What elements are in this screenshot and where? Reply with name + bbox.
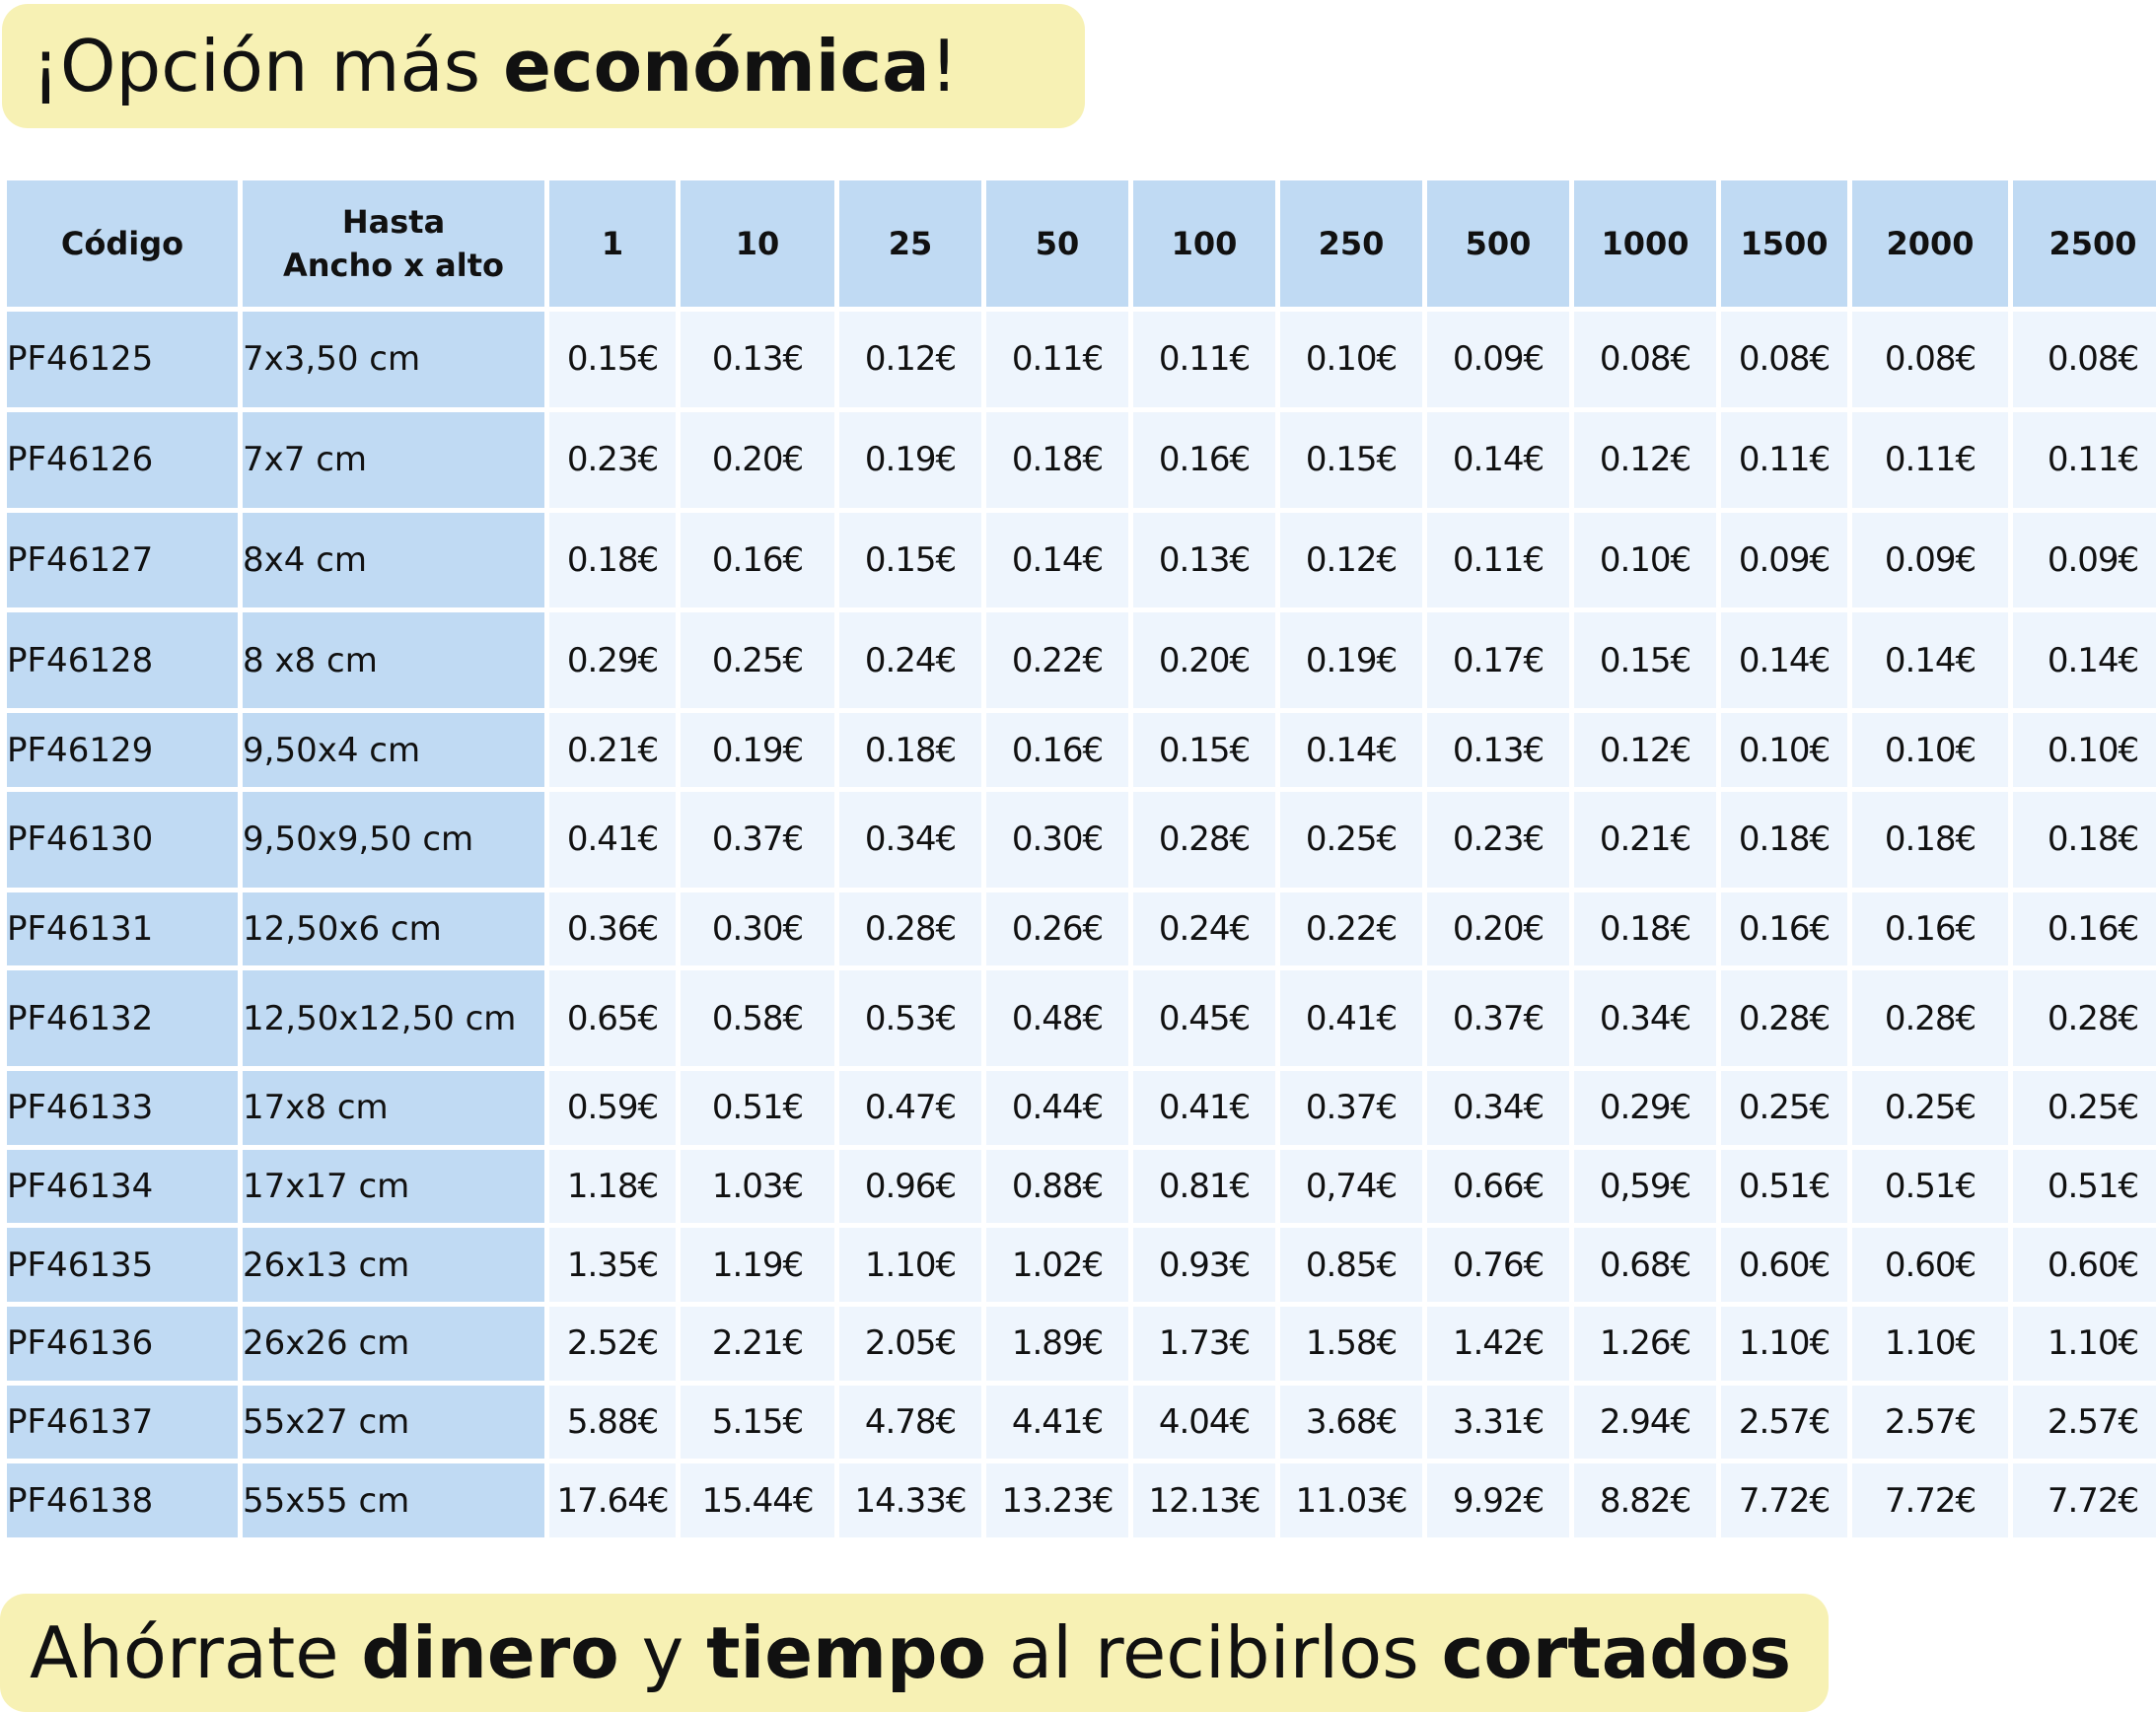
- price-cell: 7.72€: [1852, 1463, 2008, 1537]
- price-cell: 0.24€: [839, 612, 981, 708]
- price-cell: 0.60€: [2013, 1228, 2156, 1302]
- price-cell: 0.34€: [1427, 1071, 1569, 1145]
- price-cell: 0.20€: [1427, 892, 1569, 966]
- table-row: [7, 1386, 2156, 1460]
- price-cell: 0.24€: [1133, 892, 1275, 966]
- price-cell: 1.10€: [2013, 1307, 2156, 1381]
- price-cell: 0.15€: [839, 513, 981, 608]
- price-cell: 3.31€: [1427, 1386, 1569, 1460]
- price-cell: 0.18€: [1574, 892, 1716, 966]
- price-cell: 1.35€: [549, 1228, 676, 1302]
- price-cell: 0.12€: [1280, 513, 1422, 608]
- price-cell: 0.14€: [1852, 612, 2008, 708]
- price-cell: 17.64€: [549, 1463, 676, 1537]
- price-cell: 0.15€: [549, 312, 676, 407]
- price-cell: 0.88€: [986, 1150, 1128, 1224]
- price-cell: 1.26€: [1574, 1307, 1716, 1381]
- product-size: 55x27 cm: [243, 1386, 544, 1460]
- price-cell: 0.96€: [839, 1150, 981, 1224]
- price-cell: 5.15€: [681, 1386, 834, 1460]
- price-cell: 0.30€: [681, 892, 834, 966]
- price-cell: 0.41€: [1133, 1071, 1275, 1145]
- price-cell: 0.51€: [1721, 1150, 1847, 1224]
- price-cell: 1.03€: [681, 1150, 834, 1224]
- price-cell: 0.18€: [1852, 792, 2008, 888]
- price-cell: 1.19€: [681, 1228, 834, 1302]
- price-cell: 0.09€: [1427, 312, 1569, 407]
- price-cell: 0.11€: [1133, 312, 1275, 407]
- price-cell: 0.11€: [1427, 513, 1569, 608]
- price-cell: 0.16€: [1721, 892, 1847, 966]
- price-cell: 11.03€: [1280, 1463, 1422, 1537]
- price-cell: 0.53€: [839, 970, 981, 1066]
- price-cell: 0.11€: [986, 312, 1128, 407]
- price-cell: 0.25€: [1852, 1071, 2008, 1145]
- table-row: [7, 892, 2156, 966]
- price-cell: 0.18€: [2013, 792, 2156, 888]
- product-code: PF46138: [7, 1463, 238, 1537]
- price-cell: 0.10€: [1574, 513, 1716, 608]
- price-cell: 0.15€: [1280, 412, 1422, 508]
- price-cell: 0.10€: [1280, 312, 1422, 407]
- product-code: PF46131: [7, 892, 238, 966]
- price-cell: 0.18€: [549, 513, 676, 608]
- price-cell: 0.34€: [1574, 970, 1716, 1066]
- price-cell: 0.08€: [1852, 312, 2008, 407]
- table-row: [7, 513, 2156, 608]
- price-cell: 0.12€: [1574, 713, 1716, 787]
- price-cell: 8.82€: [1574, 1463, 1716, 1537]
- price-cell: 0.19€: [1280, 612, 1422, 708]
- price-cell: 0.34€: [839, 792, 981, 888]
- price-cell: 0.11€: [2013, 412, 2156, 508]
- header-qty: 50: [986, 180, 1128, 307]
- price-cell: 0.16€: [2013, 892, 2156, 966]
- price-cell: 0.23€: [549, 412, 676, 508]
- product-code: PF46135: [7, 1228, 238, 1302]
- price-table: [2, 176, 2156, 1542]
- price-cell: 12.13€: [1133, 1463, 1275, 1537]
- table-row: [7, 970, 2156, 1066]
- price-cell: 0.13€: [681, 312, 834, 407]
- product-size: 9,50x4 cm: [243, 713, 544, 787]
- product-code: PF46127: [7, 513, 238, 608]
- header-size-line1: Hasta: [341, 203, 446, 241]
- price-cell: 0.60€: [1852, 1228, 2008, 1302]
- header-qty: 250: [1280, 180, 1422, 307]
- banner-bottom-bold3: cortados: [1441, 1611, 1792, 1694]
- price-cell: 0.14€: [2013, 612, 2156, 708]
- header-qty: 1: [549, 180, 676, 307]
- price-cell: 0.41€: [1280, 970, 1422, 1066]
- product-size: 7x7 cm: [243, 412, 544, 508]
- table-row: [7, 713, 2156, 787]
- price-cell: 0.68€: [1574, 1228, 1716, 1302]
- header-size: [243, 180, 544, 307]
- price-cell: 0.21€: [549, 713, 676, 787]
- price-cell: 0.12€: [1574, 412, 1716, 508]
- price-cell: 0.26€: [986, 892, 1128, 966]
- price-cell: 1.10€: [1721, 1307, 1847, 1381]
- header-qty: 1500: [1721, 180, 1847, 307]
- price-cell: 0.51€: [681, 1071, 834, 1145]
- price-cell: 0.28€: [1133, 792, 1275, 888]
- price-cell: 0.58€: [681, 970, 834, 1066]
- table-row: [7, 312, 2156, 407]
- price-cell: 0.15€: [1574, 612, 1716, 708]
- table-row: [7, 792, 2156, 888]
- price-cell: 0.47€: [839, 1071, 981, 1145]
- price-cell: 0.81€: [1133, 1150, 1275, 1224]
- price-cell: 0.37€: [1427, 970, 1569, 1066]
- price-cell: 0.08€: [1721, 312, 1847, 407]
- price-cell: 1.10€: [1852, 1307, 2008, 1381]
- price-cell: 0.16€: [681, 513, 834, 608]
- price-cell: 0.29€: [1574, 1071, 1716, 1145]
- price-cell: 2.57€: [1852, 1386, 2008, 1460]
- product-size: 17x8 cm: [243, 1071, 544, 1145]
- price-cell: 0.08€: [2013, 312, 2156, 407]
- price-cell: 0.41€: [549, 792, 676, 888]
- product-size: 12,50x12,50 cm: [243, 970, 544, 1066]
- price-cell: 0.65€: [549, 970, 676, 1066]
- product-size: 26x26 cm: [243, 1307, 544, 1381]
- price-cell: 0.16€: [1852, 892, 2008, 966]
- price-cell: 0,59€: [1574, 1150, 1716, 1224]
- price-cell: 0.51€: [2013, 1150, 2156, 1224]
- table-row: [7, 612, 2156, 708]
- banner-bottom-bold1: dinero: [361, 1611, 619, 1694]
- price-cell: 0.14€: [1427, 412, 1569, 508]
- price-cell: 0.18€: [839, 713, 981, 787]
- price-cell: 1.73€: [1133, 1307, 1275, 1381]
- price-cell: 0.66€: [1427, 1150, 1569, 1224]
- table-row: [7, 1150, 2156, 1224]
- price-cell: 13.23€: [986, 1463, 1128, 1537]
- product-size: 7x3,50 cm: [243, 312, 544, 407]
- header-qty: 25: [839, 180, 981, 307]
- price-cell: 0.37€: [681, 792, 834, 888]
- price-cell: 0.12€: [839, 312, 981, 407]
- price-cell: 0.59€: [549, 1071, 676, 1145]
- banner-bottom-part1: Ahórrate: [30, 1611, 362, 1694]
- header-qty: 10: [681, 180, 834, 307]
- banner-top-pre: ¡Opción más: [32, 25, 504, 107]
- price-cell: 0.20€: [1133, 612, 1275, 708]
- price-cell: 0.09€: [1852, 513, 2008, 608]
- product-code: PF46125: [7, 312, 238, 407]
- price-cell: 0.36€: [549, 892, 676, 966]
- price-cell: 0.16€: [1133, 412, 1275, 508]
- price-cell: 0.25€: [681, 612, 834, 708]
- product-code: PF46129: [7, 713, 238, 787]
- price-cell: 0.22€: [1280, 892, 1422, 966]
- price-cell: 0.10€: [2013, 713, 2156, 787]
- product-code: PF46128: [7, 612, 238, 708]
- price-cell: 0.11€: [1852, 412, 2008, 508]
- price-cell: 0.16€: [986, 713, 1128, 787]
- price-cell: 1.18€: [549, 1150, 676, 1224]
- product-code: PF46137: [7, 1386, 238, 1460]
- price-cell: 0.48€: [986, 970, 1128, 1066]
- price-cell: 0.93€: [1133, 1228, 1275, 1302]
- banner-bottom-part3: al recibirlos: [986, 1611, 1442, 1694]
- price-cell: 4.78€: [839, 1386, 981, 1460]
- price-cell: 0.15€: [1133, 713, 1275, 787]
- price-cell: 15.44€: [681, 1463, 834, 1537]
- price-cell: 0.18€: [1721, 792, 1847, 888]
- price-cell: 0.51€: [1852, 1150, 2008, 1224]
- product-size: 8 x8 cm: [243, 612, 544, 708]
- price-cell: 2.05€: [839, 1307, 981, 1381]
- price-cell: 0.14€: [986, 513, 1128, 608]
- product-code: PF46126: [7, 412, 238, 508]
- banner-bottom-text: [30, 1611, 1791, 1694]
- price-cell: 0.28€: [1721, 970, 1847, 1066]
- price-cell: 0.25€: [1280, 792, 1422, 888]
- price-cell: 2.57€: [1721, 1386, 1847, 1460]
- price-cell: 4.41€: [986, 1386, 1128, 1460]
- price-cell: 2.21€: [681, 1307, 834, 1381]
- product-code: PF46133: [7, 1071, 238, 1145]
- price-cell: 0.09€: [1721, 513, 1847, 608]
- price-cell: 9.92€: [1427, 1463, 1569, 1537]
- price-cell: 0.17€: [1427, 612, 1569, 708]
- price-cell: 1.02€: [986, 1228, 1128, 1302]
- price-cell: 0.20€: [681, 412, 834, 508]
- product-size: 8x4 cm: [243, 513, 544, 608]
- price-cell: 0.10€: [1852, 713, 2008, 787]
- product-code: PF46130: [7, 792, 238, 888]
- price-cell: 0.85€: [1280, 1228, 1422, 1302]
- bottom-banner: [0, 1594, 1829, 1712]
- price-cell: 1.42€: [1427, 1307, 1569, 1381]
- table-body: [7, 312, 2156, 1537]
- product-size: 55x55 cm: [243, 1463, 544, 1537]
- price-cell: 0.18€: [986, 412, 1128, 508]
- header-qty: 2500: [2013, 180, 2156, 307]
- banner-top-bold: económica: [503, 25, 930, 107]
- price-cell: 0.19€: [681, 713, 834, 787]
- price-cell: 1.89€: [986, 1307, 1128, 1381]
- price-cell: 0.14€: [1280, 713, 1422, 787]
- price-cell: 0.28€: [1852, 970, 2008, 1066]
- product-size: 9,50x9,50 cm: [243, 792, 544, 888]
- banner-bottom-bold2: tiempo: [706, 1611, 987, 1694]
- price-cell: 0.08€: [1574, 312, 1716, 407]
- price-cell: 0.60€: [1721, 1228, 1847, 1302]
- price-cell: 0.29€: [549, 612, 676, 708]
- price-cell: 1.10€: [839, 1228, 981, 1302]
- banner-bottom-part2: y: [618, 1611, 707, 1694]
- price-cell: 0.76€: [1427, 1228, 1569, 1302]
- price-cell: 0.37€: [1280, 1071, 1422, 1145]
- product-size: 12,50x6 cm: [243, 892, 544, 966]
- price-cell: 0.25€: [2013, 1071, 2156, 1145]
- product-size: 26x13 cm: [243, 1228, 544, 1302]
- price-cell: 2.52€: [549, 1307, 676, 1381]
- table-row: [7, 412, 2156, 508]
- price-cell: 0.28€: [2013, 970, 2156, 1066]
- product-code: PF46136: [7, 1307, 238, 1381]
- product-size: 17x17 cm: [243, 1150, 544, 1224]
- header-qty: 2000: [1852, 180, 2008, 307]
- top-banner: [2, 4, 1085, 128]
- product-code: PF46134: [7, 1150, 238, 1224]
- price-cell: 2.57€: [2013, 1386, 2156, 1460]
- price-cell: 0.10€: [1721, 713, 1847, 787]
- price-cell: 4.04€: [1133, 1386, 1275, 1460]
- header-qty: 500: [1427, 180, 1569, 307]
- price-cell: 0.23€: [1427, 792, 1569, 888]
- price-cell: 3.68€: [1280, 1386, 1422, 1460]
- table-row: [7, 1307, 2156, 1381]
- price-cell: 2.94€: [1574, 1386, 1716, 1460]
- banner-top-post: !: [929, 25, 959, 107]
- price-cell: 0.25€: [1721, 1071, 1847, 1145]
- price-cell: 0.28€: [839, 892, 981, 966]
- price-cell: 0.09€: [2013, 513, 2156, 608]
- price-cell: 0.45€: [1133, 970, 1275, 1066]
- price-cell: 0.21€: [1574, 792, 1716, 888]
- table-row: [7, 1228, 2156, 1302]
- price-cell: 0.22€: [986, 612, 1128, 708]
- price-cell: 5.88€: [549, 1386, 676, 1460]
- table-row: [7, 1463, 2156, 1537]
- product-code: PF46132: [7, 970, 238, 1066]
- price-cell: 0.14€: [1721, 612, 1847, 708]
- banner-top-text: [32, 25, 959, 107]
- header-size-line2: Ancho x alto: [282, 247, 505, 284]
- price-cell: 7.72€: [2013, 1463, 2156, 1537]
- price-cell: 0.11€: [1721, 412, 1847, 508]
- price-cell: 14.33€: [839, 1463, 981, 1537]
- header-qty: 1000: [1574, 180, 1716, 307]
- table-header-row: [7, 180, 2156, 307]
- price-cell: 0.13€: [1427, 713, 1569, 787]
- price-cell: 0.44€: [986, 1071, 1128, 1145]
- price-cell: 0.30€: [986, 792, 1128, 888]
- header-code: Código: [7, 180, 238, 307]
- price-cell: 1.58€: [1280, 1307, 1422, 1381]
- price-cell: 0,74€: [1280, 1150, 1422, 1224]
- price-cell: 0.13€: [1133, 513, 1275, 608]
- price-cell: 7.72€: [1721, 1463, 1847, 1537]
- table-row: [7, 1071, 2156, 1145]
- header-qty: 100: [1133, 180, 1275, 307]
- price-cell: 0.19€: [839, 412, 981, 508]
